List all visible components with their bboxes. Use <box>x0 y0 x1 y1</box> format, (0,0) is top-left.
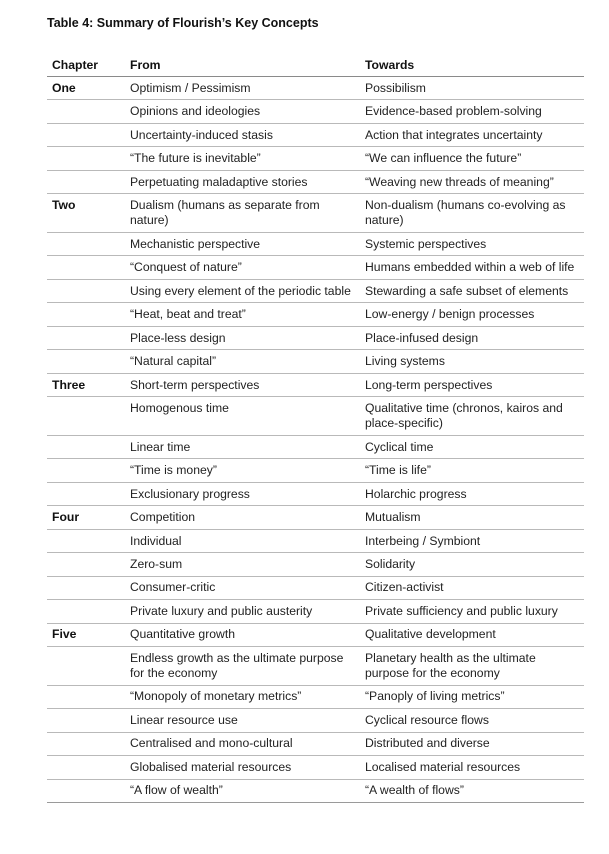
towards-cell: Cyclical time <box>360 435 584 458</box>
from-cell: Centralised and mono-cultural <box>125 732 360 755</box>
table-row <box>47 732 584 755</box>
towards-cell: Place-infused design <box>360 326 584 349</box>
towards-cell: Planetary health as the ultimate purpose for the economy <box>360 647 584 685</box>
table-row <box>47 77 584 100</box>
column-header-towards: Towards <box>360 55 584 77</box>
table-row <box>47 779 584 802</box>
chapter-cell <box>47 326 125 349</box>
table-row <box>47 326 584 349</box>
chapter-cell <box>47 600 125 623</box>
chapter-cell <box>47 256 125 279</box>
towards-cell: Mutualism <box>360 506 584 529</box>
chapter-cell <box>47 350 125 373</box>
chapter-cell: Four <box>47 506 125 529</box>
chapter-cell <box>47 647 125 685</box>
table-row <box>47 350 584 373</box>
chapter-cell <box>47 756 125 779</box>
towards-cell: Living systems <box>360 350 584 373</box>
chapter-cell: Three <box>47 373 125 396</box>
from-cell: Using every element of the periodic table <box>125 279 360 302</box>
towards-cell: Stewarding a safe subset of elements <box>360 279 584 302</box>
from-cell: Linear time <box>125 435 360 458</box>
chapter-cell <box>47 576 125 599</box>
chapter-cell <box>47 279 125 302</box>
chapter-cell <box>47 709 125 732</box>
chapter-cell: One <box>47 77 125 100</box>
towards-cell: “Time is life” <box>360 459 584 482</box>
from-cell: Quantitative growth <box>125 623 360 646</box>
table-row <box>47 279 584 302</box>
table-row <box>47 685 584 708</box>
towards-cell: Systemic perspectives <box>360 232 584 255</box>
table-row <box>47 506 584 529</box>
chapter-cell <box>47 303 125 326</box>
towards-cell: Humans embedded within a web of life <box>360 256 584 279</box>
column-header-from: From <box>125 55 360 77</box>
table-row <box>47 303 584 326</box>
from-cell: Perpetuating maladaptive stories <box>125 170 360 193</box>
from-cell: “Conquest of nature” <box>125 256 360 279</box>
towards-cell: Qualitative time (chronos, kairos and place-specific) <box>360 397 584 435</box>
from-cell: “The future is inevitable” <box>125 147 360 170</box>
table-row <box>47 194 584 232</box>
chapter-cell: Five <box>47 623 125 646</box>
table-row <box>47 529 584 552</box>
from-cell: Optimism / Pessimism <box>125 77 360 100</box>
from-cell: Private luxury and public austerity <box>125 600 360 623</box>
from-cell: Short-term perspectives <box>125 373 360 396</box>
chapter-cell <box>47 459 125 482</box>
towards-cell: Solidarity <box>360 553 584 576</box>
towards-cell: Distributed and diverse <box>360 732 584 755</box>
from-cell: Homogenous time <box>125 397 360 435</box>
header-row <box>47 55 584 77</box>
table-row <box>47 147 584 170</box>
from-cell: Endless growth as the ultimate purpose for the economy <box>125 647 360 685</box>
table-row <box>47 600 584 623</box>
from-cell: Competition <box>125 506 360 529</box>
table-header <box>47 55 584 77</box>
from-cell: Linear resource use <box>125 709 360 732</box>
from-cell: “A flow of wealth” <box>125 779 360 802</box>
from-cell: Consumer-critic <box>125 576 360 599</box>
table-row <box>47 232 584 255</box>
chapter-cell <box>47 529 125 552</box>
column-header-chapter: Chapter <box>47 55 125 77</box>
table-row <box>47 256 584 279</box>
chapter-cell: Two <box>47 194 125 232</box>
table-row <box>47 576 584 599</box>
chapter-cell <box>47 553 125 576</box>
towards-cell: Long-term perspectives <box>360 373 584 396</box>
from-cell: “Monopoly of monetary metrics” <box>125 685 360 708</box>
from-cell: Opinions and ideologies <box>125 100 360 123</box>
towards-cell: Low-energy / benign processes <box>360 303 584 326</box>
table-row <box>47 459 584 482</box>
towards-cell: “We can influence the future” <box>360 147 584 170</box>
table-row <box>47 623 584 646</box>
from-cell: Mechanistic perspective <box>125 232 360 255</box>
table-row <box>47 170 584 193</box>
table-row <box>47 553 584 576</box>
key-concepts-table <box>47 55 584 803</box>
towards-cell: “A wealth of flows” <box>360 779 584 802</box>
towards-cell: Localised material resources <box>360 756 584 779</box>
towards-cell: Interbeing / Symbiont <box>360 529 584 552</box>
table-row <box>47 373 584 396</box>
towards-cell: Holarchic progress <box>360 482 584 505</box>
from-cell: “Heat, beat and treat” <box>125 303 360 326</box>
towards-cell: Qualitative development <box>360 623 584 646</box>
towards-cell: “Weaving new threads of meaning” <box>360 170 584 193</box>
from-cell: Individual <box>125 529 360 552</box>
towards-cell: Action that integrates uncertainty <box>360 123 584 146</box>
chapter-cell <box>47 123 125 146</box>
chapter-cell <box>47 170 125 193</box>
from-cell: Dualism (humans as separate from nature) <box>125 194 360 232</box>
chapter-cell <box>47 232 125 255</box>
chapter-cell <box>47 482 125 505</box>
towards-cell: Non-dualism (humans co-evolving as nature) <box>360 194 584 232</box>
chapter-cell <box>47 732 125 755</box>
table-row <box>47 709 584 732</box>
chapter-cell <box>47 685 125 708</box>
towards-cell: Cyclical resource flows <box>360 709 584 732</box>
from-cell: Exclusionary progress <box>125 482 360 505</box>
table-body <box>47 77 584 803</box>
chapter-cell <box>47 435 125 458</box>
from-cell: Uncertainty-induced stasis <box>125 123 360 146</box>
chapter-cell <box>47 397 125 435</box>
towards-cell: Private sufficiency and public luxury <box>360 600 584 623</box>
from-cell: Globalised material resources <box>125 756 360 779</box>
from-cell: “Natural capital” <box>125 350 360 373</box>
table-row <box>47 435 584 458</box>
chapter-cell <box>47 147 125 170</box>
chapter-cell <box>47 100 125 123</box>
table-row <box>47 397 584 435</box>
table-row <box>47 482 584 505</box>
towards-cell: Evidence-based problem-solving <box>360 100 584 123</box>
table-title: Table 4: Summary of Flourish’s Key Concepts <box>47 16 319 30</box>
towards-cell: Citizen-activist <box>360 576 584 599</box>
chapter-cell <box>47 779 125 802</box>
towards-cell: Possibilism <box>360 77 584 100</box>
table-row <box>47 756 584 779</box>
from-cell: Zero-sum <box>125 553 360 576</box>
from-cell: Place-less design <box>125 326 360 349</box>
table-row <box>47 100 584 123</box>
table-row <box>47 123 584 146</box>
from-cell: “Time is money” <box>125 459 360 482</box>
towards-cell: “Panoply of living metrics” <box>360 685 584 708</box>
table-row <box>47 647 584 685</box>
